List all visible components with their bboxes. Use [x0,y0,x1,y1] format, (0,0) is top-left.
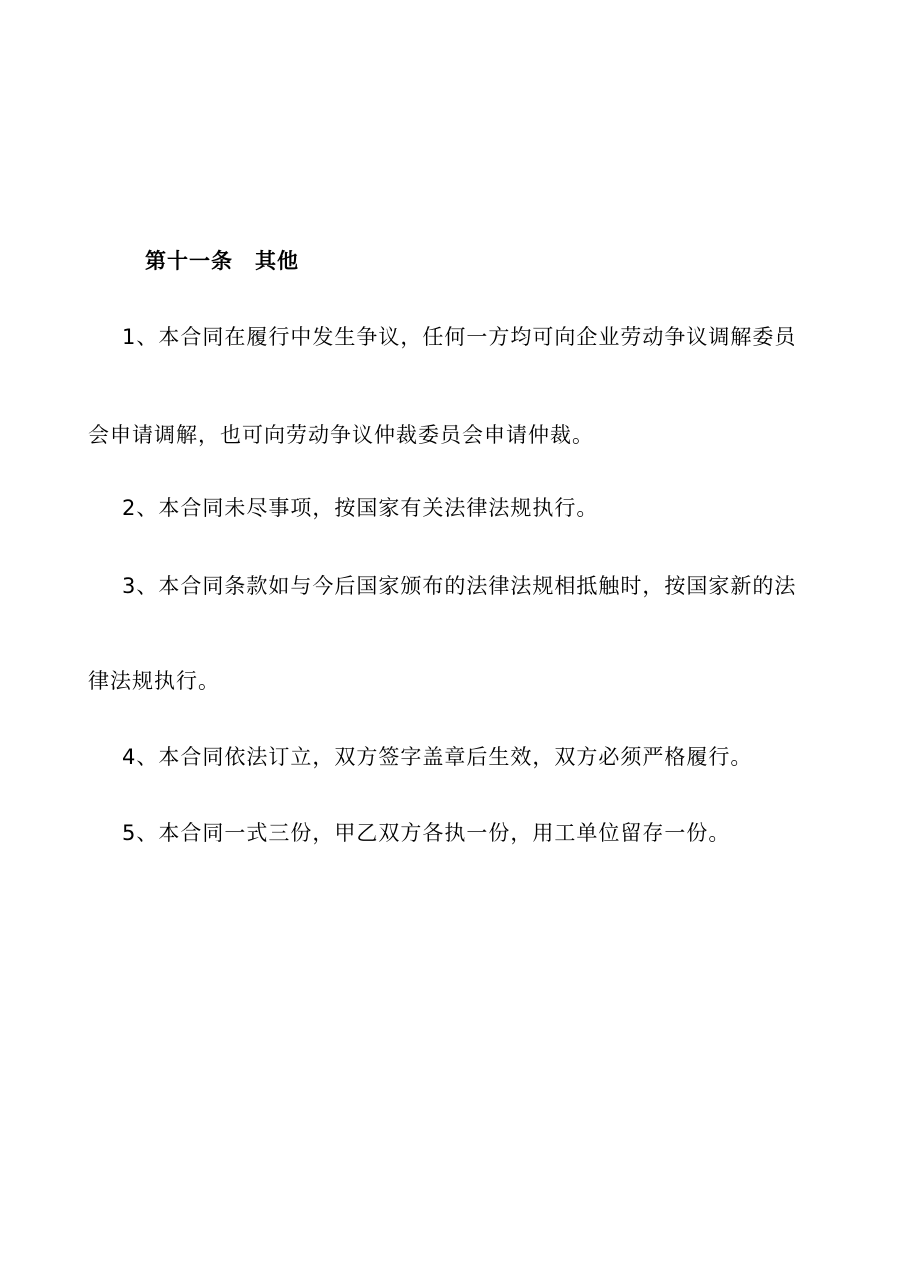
article-number: 第十一条 [145,249,233,273]
clause-5-line-1: 5、本合同一式三份，甲乙双方各执一份，用工单位留存一份。 [122,821,731,845]
clause-3-line-1: 3、本合同条款如与今后国家颁布的法律法规相抵触时，按国家新的法 [122,574,797,598]
article-heading [145,248,299,274]
clause-2-line-1: 2、本合同未尽事项，按国家有关法律法规执行。 [122,496,599,520]
clause-4-line-1: 4、本合同依法订立，双方签字盖章后生效，双方必须严格履行。 [122,745,753,769]
clause-3-line-2: 律法规执行。 [88,669,220,693]
clause-1-line-1: 1、本合同在履行中发生争议，任何一方均可向企业劳动争议调解委员 [122,325,797,349]
clause-1-line-2: 会申请调解，也可向劳动争议仲裁委员会申请仲裁。 [88,423,594,447]
article-title: 其他 [255,249,299,273]
